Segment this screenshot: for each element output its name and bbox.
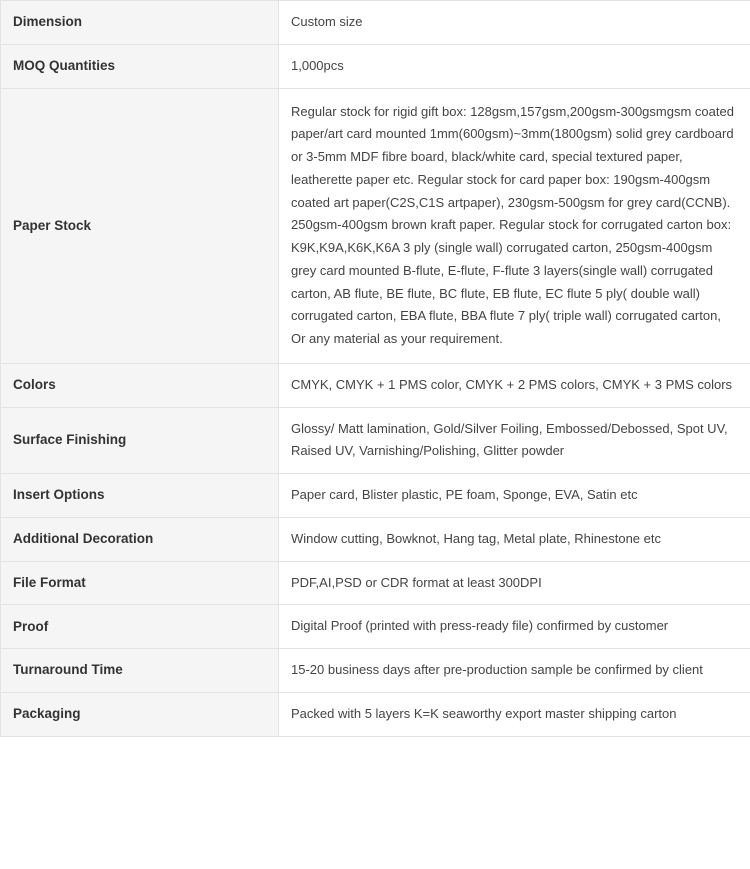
table-row: [1, 517, 750, 561]
spec-label-insert-options: Insert Options: [1, 474, 279, 518]
table-row: [1, 88, 750, 363]
table-row: [1, 407, 750, 474]
spec-value-insert-options: Paper card, Blister plastic, PE foam, Sponge, EVA, Satin etc: [279, 474, 750, 518]
spec-label-moq-quantities: MOQ Quantities: [1, 44, 279, 88]
table-row: [1, 1, 750, 45]
spec-value-moq-quantities: 1,000pcs: [279, 44, 750, 88]
table-row: [1, 44, 750, 88]
table-row: [1, 474, 750, 518]
table-row: [1, 561, 750, 605]
spec-label-additional-decoration: Additional Decoration: [1, 517, 279, 561]
spec-value-turnaround-time: 15-20 business days after pre-production sample be confirmed by client: [279, 649, 750, 693]
spec-value-surface-finishing: Glossy/ Matt lamination, Gold/Silver Foiling, Embossed/Debossed, Spot UV, Raised UV, Varnishing/Polishing, Glitter powder: [279, 407, 750, 474]
spec-label-surface-finishing: Surface Finishing: [1, 407, 279, 474]
spec-label-proof: Proof: [1, 605, 279, 649]
spec-value-proof: Digital Proof (printed with press-ready file) confirmed by customer: [279, 605, 750, 649]
spec-value-colors: CMYK, CMYK + 1 PMS color, CMYK + 2 PMS colors, CMYK + 3 PMS colors: [279, 363, 750, 407]
spec-value-file-format: PDF,AI,PSD or CDR format at least 300DPI: [279, 561, 750, 605]
spec-label-colors: Colors: [1, 363, 279, 407]
table-row: [1, 692, 750, 736]
table-row: [1, 605, 750, 649]
spec-label-dimension: Dimension: [1, 1, 279, 45]
spec-label-packaging: Packaging: [1, 692, 279, 736]
spec-value-paper-stock: Regular stock for rigid gift box: 128gsm,157gsm,200gsm-300gsmgsm coated paper/art card mounted 1mm(600gsm)~3mm(1800gsm) solid grey cardboard or 3-5mm MDF fibre board, black/white card, special textured paper, leatherette paper etc. Regular stock for card paper box: 190gsm-400gsm coated art paper(C2S,C1S artpaper), 230gsm-500gsm for grey card(CCNB). 250gsm-400gsm brown kraft paper. Regular stock for corrugated carton box: K9K,K9A,K6K,K6A 3 ply (single wall) corrugated carton, 250gsm-400gsm grey card mounted B-flute, E-flute, F-flute 3 layers(single wall) corrugated carton, AB flute, BE flute, BC flute, EB flute, EC flute 5 ply( double wall) corrugated carton, EBA flute, BBA flute 7 ply( triple wall) corrugated carton, Or any material as your requirement.: [279, 88, 750, 363]
spec-label-file-format: File Format: [1, 561, 279, 605]
spec-label-turnaround-time: Turnaround Time: [1, 649, 279, 693]
table-row: [1, 649, 750, 693]
spec-value-dimension: Custom size: [279, 1, 750, 45]
table-row: [1, 363, 750, 407]
spec-value-packaging: Packed with 5 layers K=K seaworthy export master shipping carton: [279, 692, 750, 736]
spec-label-paper-stock: Paper Stock: [1, 88, 279, 363]
spec-value-additional-decoration: Window cutting, Bowknot, Hang tag, Metal plate, Rhinestone etc: [279, 517, 750, 561]
spec-table-body: [1, 1, 750, 737]
